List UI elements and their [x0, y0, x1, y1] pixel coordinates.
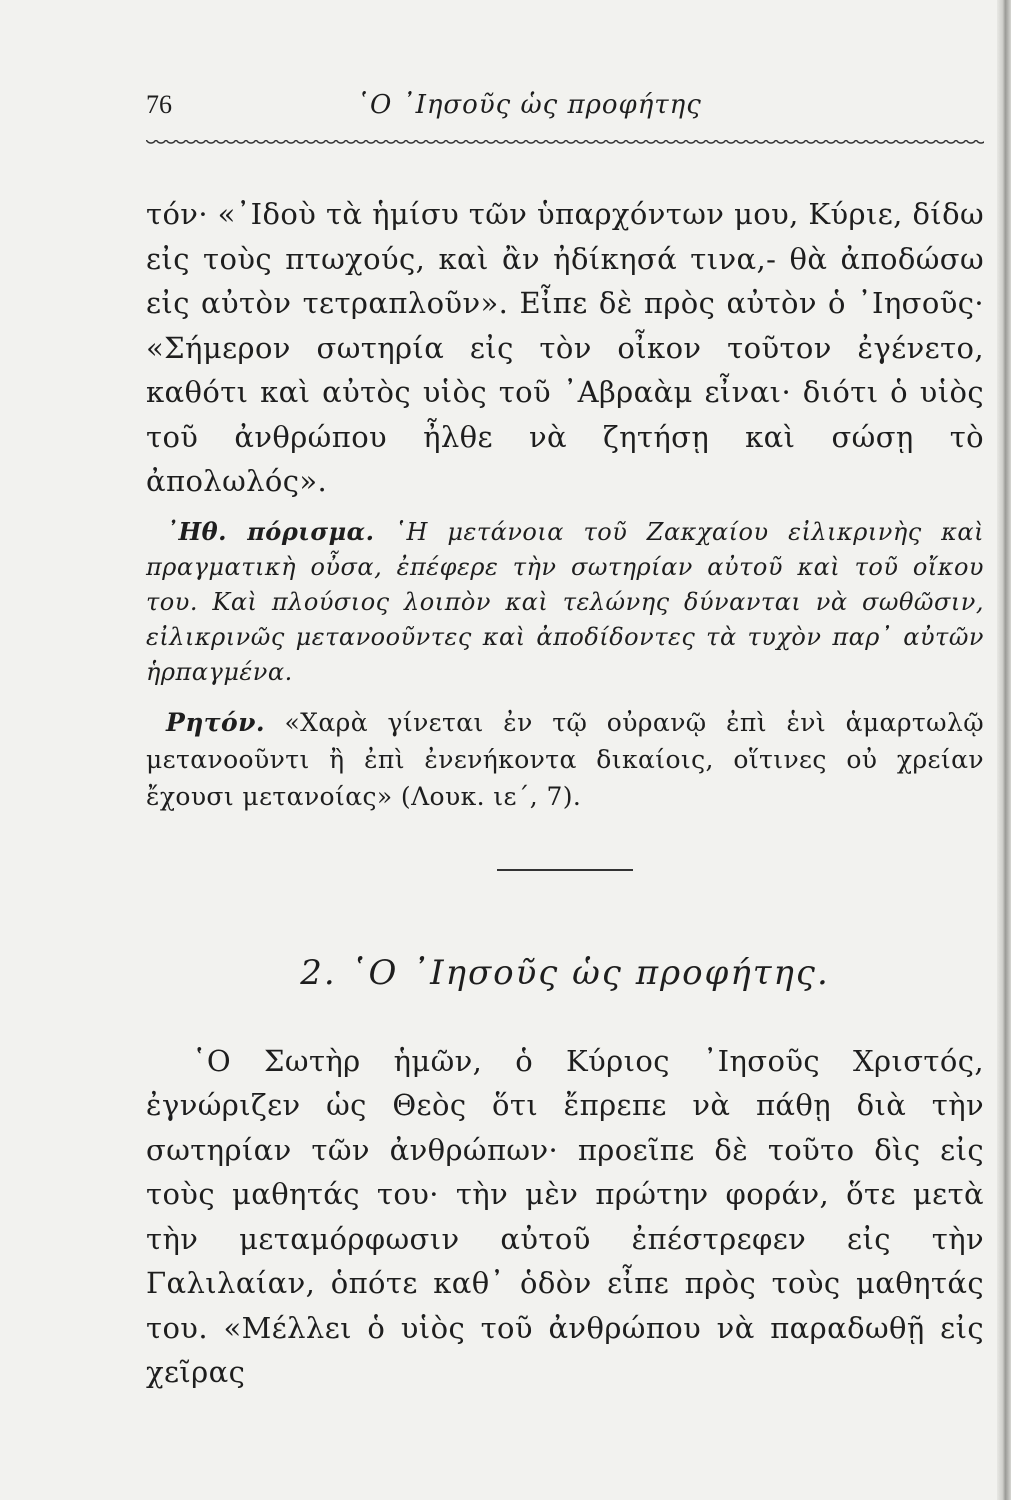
quote-text: «Χαρὰ γίνεται ἐν τῷ οὐρανῷ ἐπὶ ἑνὶ ἁμαρτωλῷ μετανοοῦντι ἢ ἐπὶ ἐνενήκοντα δικαίοις, οἵτινες οὐ χρείαν ἔχουσι μετανοίας» (Λουκ. ιε΄, 7). — [146, 707, 984, 811]
section-paragraph: ῾Ο Σωτὴρ ἡμῶν, ὁ Κύριος ᾿Ιησοῦς Χριστός, ἐγνώριζεν ὡς Θεὸς ὅτι ἔπρεπε νὰ πάθῃ διὰ τὴν σωτηρίαν τῶν ἀνθρώπων· προεῖπε δὲ τοῦτο δὶς εἰς τοὺς μαθητάς του· τὴν μὲν πρώτην φοράν, ὅτε μετὰ τὴν μεταμόρφωσιν αὐτοῦ ἐπέστρεφεν εἰς τὴν Γαλιλαίαν, ὁπότε καθ᾿ ὁδὸν εἶπε πρὸς τοὺς μαθητάς του. «Μέλλει ὁ υἱὸς τοῦ ἀνθρώπου νὰ παραδωθῇ εἰς χεῖρας — [146, 1043, 984, 1389]
section-separator — [497, 869, 633, 871]
page-header — [146, 90, 984, 134]
quote-label: Ρητόν. — [166, 707, 265, 737]
page-number: 76 — [146, 90, 172, 119]
book-page — [146, 90, 984, 1395]
quote-paragraph — [146, 704, 984, 815]
moral-label: ᾿Ηθ. πόρισμα. — [166, 516, 375, 546]
running-title: ῾Ο ᾿Ιησοῦς ὡς προφήτης — [356, 90, 702, 120]
paragraph-zacchaeus: τόν· «᾿Ιδοὺ τὰ ἡμίσυ τῶν ὑπαρχόντων μου, Κύριε, δίδω εἰς τοὺς πτωχούς, καὶ ἂν ἠδίκησά τινα,- θὰ ἀποδώσω εἰς αὐτὸν τετραπλοῦν». Εἶπε δὲ πρὸς αὐτὸν ὁ ᾿Ιησοῦς· «Σήμερον σωτηρία εἰς τὸν οἶκον τοῦτον ἐγένετο, καθότι καὶ αὐτὸς υἱὸς τοῦ ᾿Αβραὰμ εἶναι· διότι ὁ υἱὸς τοῦ ἀνθρώπου ἦλθε νὰ ζητήσῃ καὶ σώσῃ τὸ ἀπολωλός». — [146, 197, 984, 498]
header-wavy-rule — [146, 140, 984, 148]
page-edge — [997, 0, 1011, 1500]
moral-paragraph — [146, 514, 984, 690]
moral-text: ῾Η μετάνοια τοῦ Ζακχαίου εἰλικρινὴς καὶ πραγματικὴ οὖσα, ἐπέφερε τὴν σωτηρίαν αὐτοῦ καὶ τοῦ οἴκου του. Καὶ πλούσιος λοιπὸν καὶ τελώνης δύνανται νὰ σωθῶσιν, εἰλικρινῶς μετανοοῦντες καὶ ἀποδίδοντες τὰ τυχὸν παρ᾿ αὐτῶν ἡρπαγμένα. — [146, 517, 984, 686]
section-heading: 2. ῾Ο ᾿Ιησοῦς ὡς προφήτης. — [300, 952, 830, 993]
